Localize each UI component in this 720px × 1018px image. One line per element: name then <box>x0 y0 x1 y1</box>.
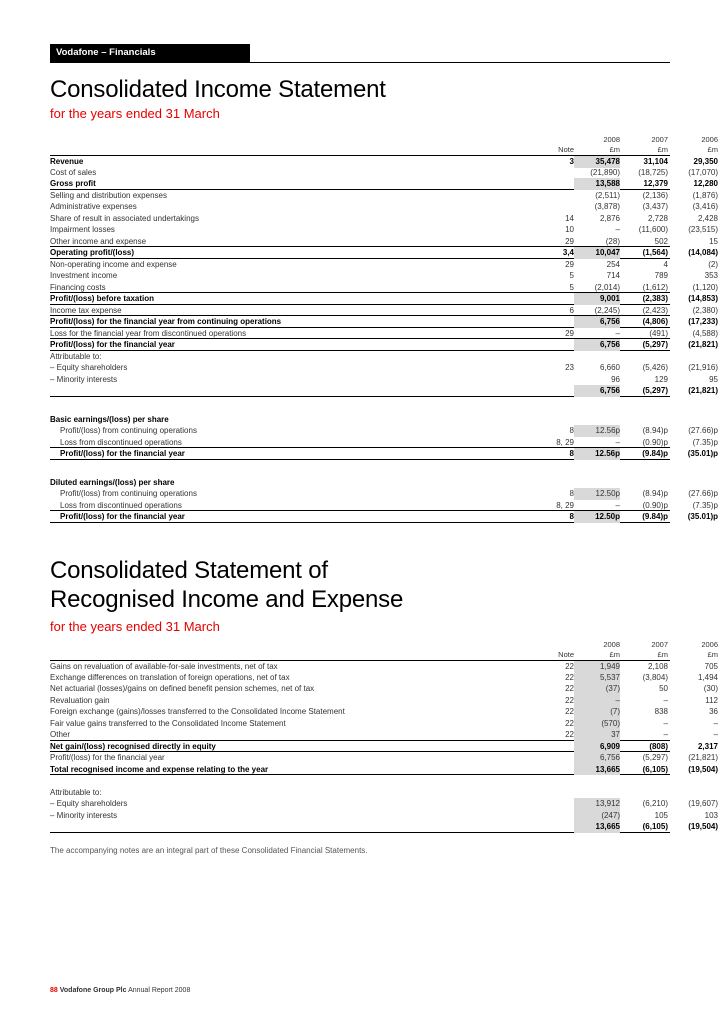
section-header-tag: Vodafone – Financials <box>50 44 250 62</box>
value-2006: (19,504) <box>688 822 718 831</box>
table-row <box>50 752 718 764</box>
value-2006: 29,350 <box>693 157 718 166</box>
row-label: Profit/(loss) for the financial year <box>50 340 175 349</box>
value-2006: (17,070) <box>688 167 718 177</box>
table-row <box>50 167 718 179</box>
table-row <box>50 305 718 317</box>
value-2006: 1,494 <box>697 672 718 682</box>
table-row <box>50 201 718 213</box>
row-label: – Minority interests <box>50 374 118 384</box>
header-rule <box>50 62 670 63</box>
value-2007: (1,564) <box>642 248 668 257</box>
table-row <box>50 718 718 730</box>
value-2008: 2,876 <box>599 213 620 223</box>
value-2008: (3,878) <box>594 202 620 211</box>
value-2007: 838 <box>654 707 668 716</box>
row-label: Administrative expenses <box>50 202 137 211</box>
row-note: 8 <box>569 489 574 498</box>
row-note: 22 <box>565 672 574 682</box>
head-note: Note <box>558 145 574 154</box>
table-row <box>50 672 718 684</box>
table-row <box>50 351 670 363</box>
row-label: Exchange differences on translation of foreign operations, net of tax <box>50 672 290 682</box>
row-label: Income tax expense <box>50 305 122 315</box>
value-2007: (5,426) <box>642 363 668 372</box>
row-note: 6 <box>569 305 574 315</box>
table-row <box>50 511 718 523</box>
row-label: Non-operating income and expense <box>50 259 177 269</box>
value-2008: 6,756 <box>574 752 620 764</box>
report-name: Annual Report 2008 <box>128 987 191 994</box>
value-2008: 13,912 <box>574 798 620 810</box>
row-label: – Minority interests <box>50 810 118 820</box>
row-note: 10 <box>565 225 574 234</box>
head-unit-2: £m <box>657 650 668 659</box>
value-2008: – <box>615 225 620 234</box>
value-2008: 254 <box>606 259 620 269</box>
value-2008: 6,660 <box>599 363 620 372</box>
row-label: Net actuarial (losses)/gains on defined benefit pension schemes, net of tax <box>50 684 315 693</box>
sorie-title-line2: Recognised Income and Expense <box>50 586 404 613</box>
value-2007: (9.84)p <box>642 449 668 458</box>
row-label: – Equity shareholders <box>50 363 128 372</box>
value-2008: – <box>615 328 620 338</box>
table-row <box>50 741 718 753</box>
value-2008: 10,047 <box>574 247 620 259</box>
table-row <box>50 339 718 351</box>
value-2007: (491) <box>649 328 668 338</box>
value-2006: 15 <box>709 236 718 246</box>
row-note: 22 <box>565 718 574 728</box>
row-label: Share of result in associated undertakings <box>50 213 199 223</box>
diluted-eps-rows <box>50 488 718 523</box>
table-row <box>50 437 718 449</box>
table-row <box>50 236 718 248</box>
table-row <box>50 385 718 397</box>
value-2006: (7.35)p <box>692 437 718 447</box>
value-2006: (21,821) <box>688 386 718 395</box>
row-label: Other <box>50 730 71 739</box>
row-note: 22 <box>565 662 574 671</box>
row-label: Loss from discontinued operations <box>60 500 182 510</box>
table-row <box>50 316 718 328</box>
value-2008: 12.50p <box>574 511 620 523</box>
row-label: Financing costs <box>50 282 106 292</box>
page-number: 88 <box>50 987 58 994</box>
head-year-1: 2008 <box>603 135 620 144</box>
value-2006: (2) <box>708 259 718 269</box>
table-row <box>50 190 718 202</box>
page-footer <box>50 987 190 994</box>
value-2006: (7.35)p <box>692 500 718 510</box>
row-label: Profit/(loss) for the financial year <box>50 753 165 762</box>
value-2007: 12,379 <box>643 179 668 188</box>
value-2007: 31,104 <box>643 157 668 166</box>
table-head-years <box>50 640 718 650</box>
table-row <box>50 425 718 437</box>
value-2007: 2,108 <box>647 662 668 671</box>
value-2007: – <box>663 730 668 739</box>
table-row <box>50 448 718 460</box>
value-2006: – <box>713 730 718 739</box>
table-row <box>50 224 718 236</box>
table-row <box>50 660 718 672</box>
table-row <box>50 706 718 718</box>
value-2007: (6,210) <box>642 799 668 808</box>
row-label: Profit/(loss) for the financial year from continuing operations <box>50 317 282 326</box>
value-2007: (3,804) <box>642 672 668 682</box>
row-note: 22 <box>565 684 574 693</box>
value-2006: (3,416) <box>692 202 718 211</box>
value-2006: 353 <box>704 271 718 280</box>
value-2008: 9,001 <box>574 293 620 305</box>
value-2006: (2,380) <box>692 305 718 315</box>
value-2006: (27.66)p <box>688 426 718 435</box>
income-statement-table <box>50 135 718 523</box>
value-2007: (2,423) <box>642 305 668 315</box>
value-2006: 103 <box>704 810 718 820</box>
row-label: Revaluation gain <box>50 695 110 705</box>
table-row <box>50 500 718 512</box>
row-label: Profit/(loss) from continuing operations <box>60 489 197 498</box>
value-2006: – <box>713 718 718 728</box>
value-2007: (5,297) <box>642 386 668 395</box>
row-note: 8 <box>569 426 574 435</box>
value-2007: (3,437) <box>642 202 668 211</box>
value-2007: (2,383) <box>642 294 668 303</box>
row-label: Gains on revaluation of available-for-sale investments, net of tax <box>50 662 278 671</box>
row-label: Loss from discontinued operations <box>60 437 182 447</box>
value-2007: (8.94)p <box>642 489 668 498</box>
value-2008: (570) <box>574 718 620 730</box>
value-2006: (19,607) <box>688 799 718 808</box>
value-2007: (1,612) <box>642 282 668 292</box>
row-note: 5 <box>569 271 574 280</box>
value-2008: 12.50p <box>574 488 620 500</box>
head-unit-3: £m <box>707 650 718 659</box>
table-row <box>50 362 718 374</box>
value-2008: 35,478 <box>574 156 620 168</box>
value-2008: 12.56p <box>574 448 620 460</box>
value-2006: (19,504) <box>688 764 718 774</box>
value-2007: (0.90)p <box>642 500 668 510</box>
value-2007: 789 <box>654 271 668 280</box>
value-2006: (21,916) <box>688 363 718 372</box>
value-2008: 37 <box>574 729 620 741</box>
value-2007: (808) <box>649 741 668 751</box>
value-2007: (6,105) <box>642 822 668 831</box>
row-note: 22 <box>565 730 574 739</box>
value-2007: (9.84)p <box>642 512 668 521</box>
value-2006: (30) <box>703 684 718 693</box>
row-label: Total recognised income and expense relating to the year <box>50 764 269 774</box>
value-2008: 6,756 <box>574 339 620 351</box>
row-label: Attributable to: <box>50 787 102 797</box>
row-note: 3 <box>569 157 574 166</box>
value-2007: 105 <box>654 810 668 820</box>
table-row <box>50 798 718 810</box>
table-row <box>50 695 718 707</box>
value-2008: (2,245) <box>594 305 620 315</box>
income-statement-title: Consolidated Income Statement <box>50 76 386 103</box>
table-row <box>50 282 718 294</box>
value-2008: – <box>615 437 620 447</box>
value-2008: 96 <box>611 374 620 384</box>
row-label: – Equity shareholders <box>50 799 128 808</box>
value-2008: 6,756 <box>574 316 620 328</box>
table-head-units <box>50 650 718 660</box>
head-unit-1: £m <box>609 650 620 659</box>
sorie-title-line1: Consolidated Statement of <box>50 557 328 584</box>
value-2006: 112 <box>705 695 718 705</box>
value-2006: 2,428 <box>697 213 718 223</box>
table-row <box>50 178 718 190</box>
row-label: Profit/(loss) for the financial year <box>60 512 185 521</box>
row-label: Fair value gains transferred to the Consolidated Income Statement <box>50 718 286 728</box>
table-row <box>50 155 718 167</box>
row-note: 8 <box>569 449 574 458</box>
value-2008: 12.56p <box>574 425 620 437</box>
row-note: 23 <box>565 363 574 372</box>
table-row <box>50 293 718 305</box>
value-2008: (21,890) <box>590 167 620 177</box>
sorie-table <box>50 640 718 833</box>
value-2008: 13,665 <box>574 764 620 776</box>
table-row <box>50 328 718 340</box>
value-2007: 50 <box>659 684 668 693</box>
value-2007: (18,725) <box>638 167 668 177</box>
row-label: Revenue <box>50 157 84 166</box>
value-2007: (6,105) <box>642 764 668 774</box>
value-2008: (2,014) <box>594 282 620 292</box>
row-label: Loss for the financial year from discontinued operations <box>50 328 247 338</box>
sorie-rows <box>50 660 718 833</box>
value-2006: (17,233) <box>688 317 718 326</box>
value-2008: 5,537 <box>574 672 620 684</box>
value-2007: 2,728 <box>647 213 668 223</box>
row-label: Profit/(loss) for the financial year <box>60 449 185 458</box>
value-2008: 6,909 <box>574 741 620 753</box>
row-label: Foreign exchange (gains)/losses transferred to the Consolidated Income Statement <box>50 707 345 716</box>
value-2008: 13,588 <box>574 178 620 190</box>
value-2006: 95 <box>709 374 718 384</box>
value-2007: (2,136) <box>642 190 668 200</box>
value-2008: (7) <box>574 706 620 718</box>
value-2006: (21,821) <box>688 753 718 762</box>
value-2006: (27.66)p <box>688 489 718 498</box>
row-note: 29 <box>565 259 574 269</box>
value-2007: (0.90)p <box>642 437 668 447</box>
value-2006: 705 <box>704 662 718 671</box>
row-label: Net gain/(loss) recognised directly in equity <box>50 741 216 751</box>
head-year-2: 2007 <box>651 640 668 649</box>
table-row <box>50 259 718 271</box>
row-label: Other income and expense <box>50 236 147 246</box>
row-label: Profit/(loss) from continuing operations <box>60 426 197 435</box>
value-2008: – <box>574 695 620 707</box>
row-note: 8 <box>569 512 574 521</box>
value-2007: (8.94)p <box>642 426 668 435</box>
head-unit-3: £m <box>707 145 718 154</box>
table-row <box>50 374 718 386</box>
value-2008: 1,949 <box>574 661 620 673</box>
value-2007: 129 <box>654 374 668 384</box>
value-2006: (35.01)p <box>687 449 718 458</box>
table-row <box>50 270 718 282</box>
income-statement-subtitle: for the years ended 31 March <box>50 106 220 121</box>
row-note: 5 <box>569 282 574 292</box>
value-2006: 2,317 <box>697 741 718 751</box>
row-label: Operating profit/(loss) <box>50 248 134 257</box>
head-year-1: 2008 <box>603 640 620 649</box>
value-2007: (5,297) <box>642 753 668 762</box>
table-head-units <box>50 145 718 155</box>
head-note: Note <box>558 650 574 659</box>
head-unit-2: £m <box>657 145 668 154</box>
head-year-3: 2006 <box>701 640 718 649</box>
value-2008: (37) <box>574 683 620 695</box>
value-2007: (11,600) <box>638 225 668 234</box>
value-2006: (35.01)p <box>687 512 718 521</box>
value-2008: 714 <box>606 271 620 280</box>
value-2008: (2,511) <box>595 190 620 200</box>
value-2008: – <box>615 500 620 510</box>
head-year-2: 2007 <box>651 135 668 144</box>
head-unit-1: £m <box>609 145 620 154</box>
value-2007: (5,297) <box>642 340 668 349</box>
basic-eps-heading: Basic earnings/(loss) per share <box>50 414 169 424</box>
head-year-3: 2006 <box>701 135 718 144</box>
value-2008: (28) <box>605 236 620 246</box>
value-2007: – <box>663 718 668 728</box>
company-name: Vodafone Group Plc <box>59 987 127 994</box>
table-head-years <box>50 135 718 145</box>
row-label: Cost of sales <box>50 167 97 177</box>
row-note: 29 <box>565 328 574 338</box>
table-row <box>50 488 718 500</box>
value-2006: 12,280 <box>693 179 718 188</box>
value-2006: (14,084) <box>688 248 718 257</box>
value-2008: 13,665 <box>574 821 620 833</box>
table-row <box>50 729 718 741</box>
row-note: 3,4 <box>562 248 574 257</box>
row-note: 22 <box>565 707 574 716</box>
row-label: Investment income <box>50 271 118 280</box>
sorie-subtitle: for the years ended 31 March <box>50 619 220 634</box>
row-label: Gross profit <box>50 179 96 188</box>
table-row <box>50 821 718 833</box>
table-row <box>50 764 718 776</box>
income-rows <box>50 155 718 397</box>
value-2006: (4,588) <box>692 328 718 338</box>
row-label: Selling and distribution expenses <box>50 190 167 200</box>
value-2006: (1,120) <box>692 282 718 292</box>
row-label: Impairment losses <box>50 225 115 234</box>
value-2006: (14,853) <box>688 294 718 303</box>
table-row <box>50 247 718 259</box>
row-label: Attributable to: <box>50 351 102 361</box>
row-note: 14 <box>565 213 574 223</box>
footnote: The accompanying notes are an integral part of these Consolidated Financial Statements. <box>50 846 368 855</box>
row-note: 22 <box>565 695 574 705</box>
value-2006: (21,821) <box>688 340 718 349</box>
basic-eps-rows <box>50 425 718 460</box>
value-2007: 502 <box>654 236 668 246</box>
table-row <box>50 213 718 225</box>
row-label: Profit/(loss) before taxation <box>50 294 155 303</box>
row-note: 8, 29 <box>556 500 574 510</box>
value-2007: 4 <box>663 259 668 269</box>
value-2007: (4,806) <box>642 317 668 326</box>
table-row <box>50 683 718 695</box>
value-2006: (23,515) <box>688 225 718 234</box>
table-row <box>50 810 718 822</box>
value-2007: – <box>663 695 668 705</box>
table-row <box>50 787 670 799</box>
value-2008: 6,756 <box>574 385 620 397</box>
diluted-eps-heading: Diluted earnings/(loss) per share <box>50 477 175 487</box>
value-2008: (247) <box>574 810 620 822</box>
value-2006: 36 <box>709 707 718 716</box>
row-note: 29 <box>565 236 574 246</box>
value-2006: (1,876) <box>692 190 718 200</box>
row-note: 8, 29 <box>556 437 574 447</box>
